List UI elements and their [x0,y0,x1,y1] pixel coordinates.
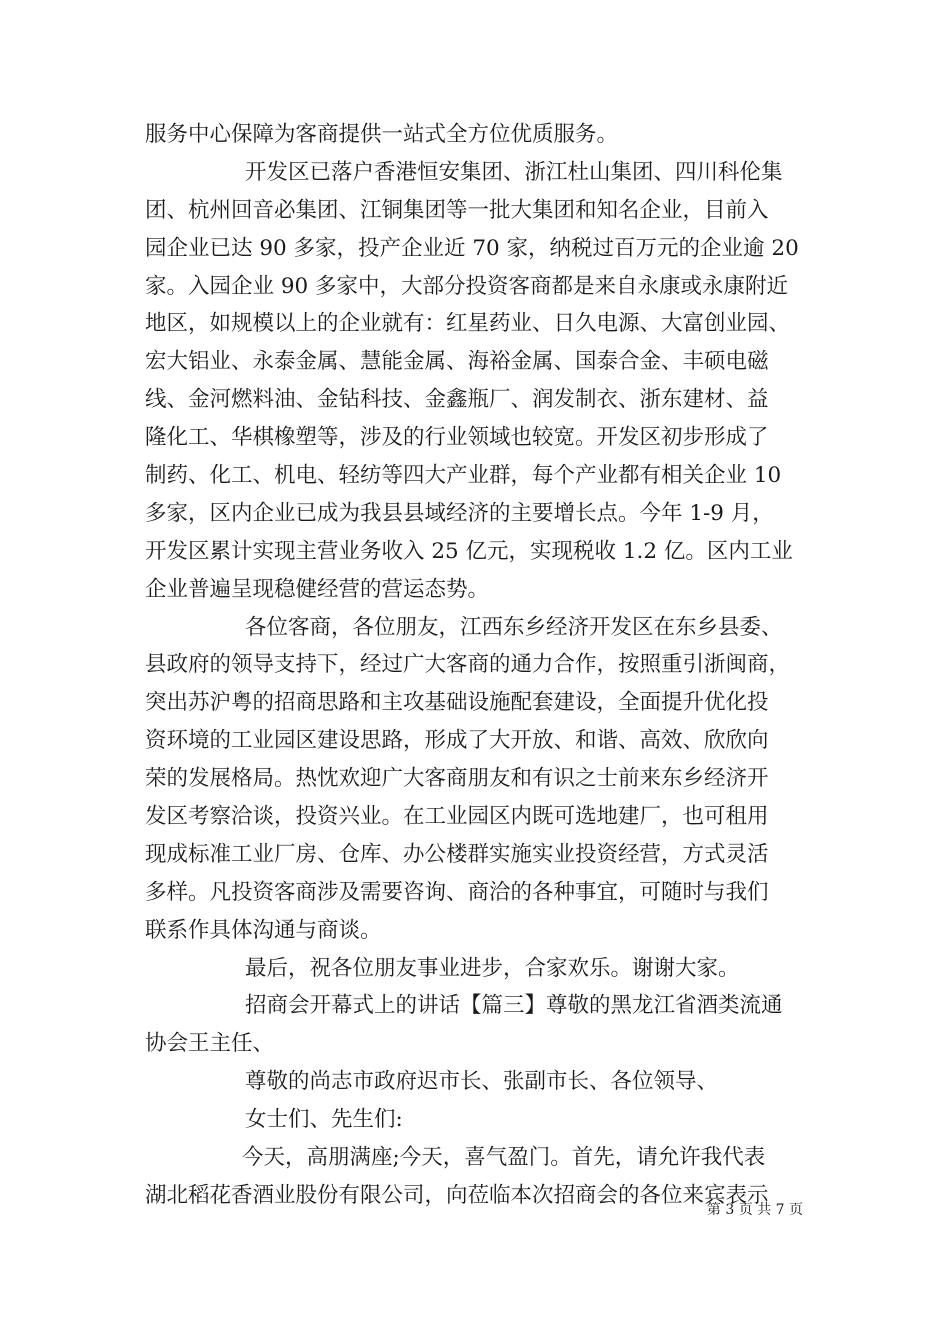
text-line: 发区考察洽谈，投资兴业。在工业园区内既可选地建厂，也可租用 [145,804,769,830]
text-line: 企业普遍呈现稳健经营的营运态势。 [145,576,490,602]
text-line: 线、金河燃料油、金钻科技、金鑫瓶厂、润发制衣、浙东建材、益 [145,387,769,413]
text-line: 家。入园企业 90 多家中，大部分投资客商都是来自永康或永康附近 [145,273,789,299]
text-line: 园企业已达 90 多家，投产企业近 70 家，纳税过百万元的企业逾 20 [145,235,799,261]
text-line: 招商会开幕式上的讲话【篇三】尊敬的黑龙江省酒类流通 [245,993,783,1019]
text-line: 隆化工、华棋橡塑等，涉及的行业领域也较宽。开发区初步形成了 [145,425,769,451]
text-line: 服务中心保障为客商提供一站式全方位优质服务。 [145,122,619,147]
text-line: 今天，高朋满座;今天，喜气盈门。首先，请允许我代表 [242,1145,766,1171]
text-line: 突出苏沪粤的招商思路和主攻基础设施配套建设，全面提升优化投 [145,690,769,716]
text-line: 协会王主任、 [145,1031,275,1057]
text-line: 团、杭州回音必集团、江铜集团等一批大集团和知名企业，目前入 [145,197,769,223]
text-line: 开发区已落户香港恒安集团、浙江杜山集团、四川科伦集 [245,159,783,185]
text-line: 湖北稻花香酒业股份有限公司，向莅临本次招商会的各位来宾表示 [145,1182,769,1208]
text-line: 制药、化工、机电、轻纺等四大产业群，每个产业都有相关企业 10 [145,463,782,489]
page-number: 第 3 页 共 7 页 [706,1202,803,1218]
text-line: 地区，如规模以上的企业就有：红星药业、日久电源、大富创业园、 [145,311,791,337]
text-line: 各位客商，各位朋友，江西东乡经济开发区在东乡县委、 [245,614,783,640]
text-line: 尊敬的尚志市政府迟市长、张副市长、各位领导、 [245,1069,719,1095]
text-line: 多家，区内企业已成为我县县域经济的主要增长点。今年 1-9 月， [145,500,774,526]
text-line: 联系作具体沟通与商谈。 [145,917,382,943]
text-line: 最后，祝各位朋友事业进步，合家欢乐。谢谢大家。 [245,955,740,981]
text-line: 县政府的领导支持下，经过广大客商的通力合作，按照重引浙闽商， [145,652,791,678]
document-body [145,116,815,1215]
text-line: 女士们、先生们: [245,1107,403,1133]
text-line: 开发区累计实现主营业务收入 25 亿元，实现税收 1.2 亿。区内工业 [145,538,793,564]
text-line: 宏大铝业、永泰金属、慧能金属、海裕金属、国泰合金、丰硕电磁 [145,349,769,375]
text-line: 现成标准工业厂房、仓库、办公楼群实施实业投资经营，方式灵活 [145,841,769,867]
text-line: 资环境的工业园区建设思路，形成了大开放、和谐、高效、欣欣向 [145,728,769,754]
text-line: 荣的发展格局。热忱欢迎广大客商朋友和有识之士前来东乡经济开 [145,766,769,792]
text-line: 多样。凡投资客商涉及需要咨询、商洽的各种事宜，可随时与我们 [145,879,769,905]
